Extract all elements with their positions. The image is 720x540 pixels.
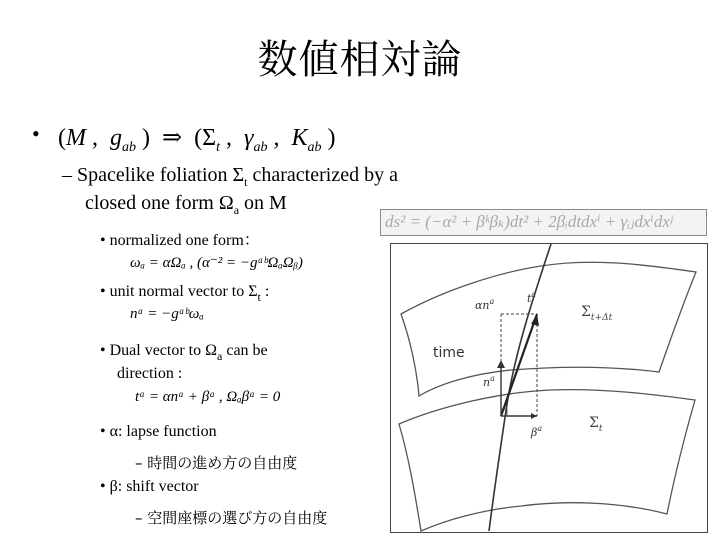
- time-label: time: [433, 345, 465, 361]
- n-label: $n^a$: [483, 374, 495, 389]
- shift-description: – 空間座標の選び方の自由度: [135, 509, 328, 527]
- sigma-bottom-label: $\Sigma_t$: [589, 415, 603, 434]
- normalized-label: • normalized one form：: [100, 232, 260, 249]
- dual-vector-label: • Dual vector to $\Omega_a$ can be: [100, 342, 268, 363]
- main-bullet: •: [32, 121, 40, 146]
- unit-normal-equation: nᵃ = −gᵃᵇωₐ: [130, 306, 204, 322]
- dual-vector-equation: tᵃ = αnᵃ + βᵃ , Ωₐβᵃ = 0: [135, 389, 281, 405]
- foliation-figure: [390, 243, 708, 533]
- slide-title: 数値相対論: [257, 37, 463, 83]
- lapse-label: • α: lapse function: [100, 423, 217, 440]
- t-label: $t^a$: [527, 290, 537, 305]
- dual-vector-label-line2: direction :: [117, 365, 183, 382]
- normalized-equation: ωₐ = αΩₐ , (α⁻² = −gᵃᵇΩₐΩᵦ): [130, 255, 303, 271]
- upper-hypersurface: [401, 262, 696, 396]
- foliation-diagram: [391, 244, 707, 532]
- foliation-text-line2: closed one form $\Omega_a$ on M: [85, 192, 287, 217]
- unit-normal-label: • unit normal vector to $\Sigma_t$ :: [100, 283, 270, 304]
- metric-equation: ds² = (−α² + βᵏβₖ)dt² + 2βᵢdtdxⁱ + γᵢⱼdxⁱdxʲ: [380, 209, 707, 236]
- main-equation: (M , $g_{ab}$ ) ⇒ ($\Sigma_t$ , $\gamma_{ab}$ , $K_{ab}$ ): [58, 125, 336, 155]
- alpha-n-label: $\alpha n^a$: [475, 297, 495, 312]
- beta-label: $\beta^a$: [531, 424, 543, 439]
- sigma-top-label: $\Sigma_{t+\Delta t}$: [581, 304, 613, 323]
- lower-hypersurface: [399, 390, 695, 531]
- foliation-text-line1: – Spacelike foliation $\Sigma_t$ characterized by a: [62, 164, 398, 189]
- lapse-description: – 時間の進め方の自由度: [135, 454, 298, 472]
- shift-label: • β: shift vector: [100, 478, 199, 495]
